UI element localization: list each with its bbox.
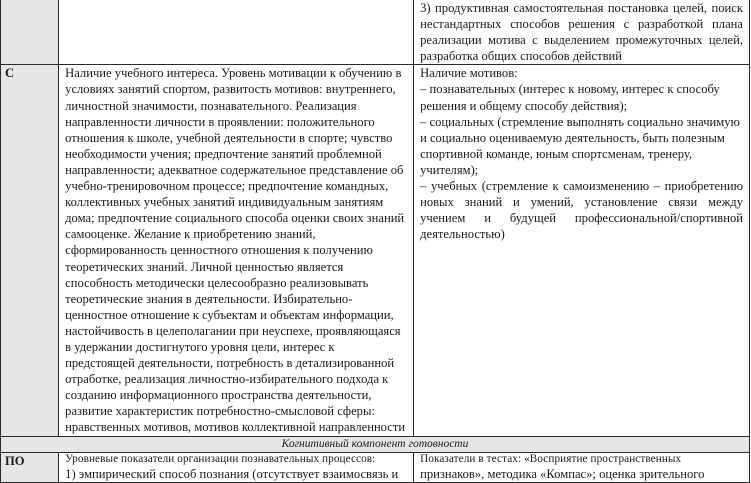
motives-heading: Наличие мотивов: bbox=[420, 66, 518, 81]
description-line: Уровневые показатели организации познавательных процессов: bbox=[65, 452, 376, 465]
table-row bbox=[1, 0, 750, 65]
description-line: 1) эмпирический способ познания (отсутствует взаимосвязь и bbox=[65, 467, 399, 482]
motive-item-social: – социальных (стремление выполнять социально значимую и социально оцениваемую деятельность, быть полезным спортивной команде, юным спортсменам, тренеру, учителям); bbox=[420, 114, 740, 177]
motive-item-cognitive: – познавательных (интерес к новому, интерес к способу решения и общему способу действия); bbox=[420, 82, 720, 113]
row-code-cell: ПО bbox=[1, 452, 59, 483]
row-code-cell: С bbox=[1, 65, 59, 436]
methods-line: признаков», методика «Компас»; оценка зрительного bbox=[420, 467, 705, 482]
indicator-methods-cell bbox=[414, 65, 750, 436]
section-title: Когнитивный компонент готовности bbox=[1, 436, 750, 452]
indicator-description-cell: Наличие учебного интереса. Уровень мотивации к обучению в условиях занятий спортом, развитость мотивов: внутреннего, личностной значимости, познавательного. Реализация направленности личности в проявлении: положительного отношения к школе, учебной деятельности в спорте; чувство необходимости учения; предпочтение занятий проблемной направленности; адекватное содержательное представление об учебно-тренировочном процессе; предпочтение командных, коллективных учебных занятий индивидуальным занятиям дома; предпочтение социального способа оценки своих знаний самооценке. Желание к приобретению знаний, сформированность ценностного отношения к получению теоретических знаний. Личной ценностью является способность методически целесообразно реализовывать теоретические знания в деятельности. Избирательно-ценностное отношение к субъектам и объектам информации, настойчивость в целеполагании при неуспехе, проявляющаяся в удержании достигнутого уровня цели, интерес к предстоящей деятельности, потребность в детализированной отработке, реализация личностно-избирательного подхода к созданию информационного пространства деятельности, развитие характеристик потребностно-смысловой сферы: нравственных мотивов, мотивов коллективной направленности bbox=[59, 65, 414, 436]
row-code-cell bbox=[1, 0, 59, 65]
methods-line: Показатели в тестах: «Восприятие пространственных bbox=[420, 452, 682, 465]
indicator-description-cell bbox=[59, 452, 414, 483]
indicator-methods-cell bbox=[414, 452, 750, 483]
table-row bbox=[1, 65, 750, 436]
motive-item-educational: – учебных (стремление к самоизменению – приобретению новых знаний и умений, установление связи между учением и будущей профессиональной/спортивной деятельностью) bbox=[420, 179, 743, 242]
indicator-methods-cell: 3) продуктивная самостоятельная постановка целей, поиск нестандартных способов решения с разработкой плана реализации мотива с выделением промежуточных целей, разработка общих способов действий bbox=[414, 0, 750, 65]
table-row bbox=[1, 452, 750, 483]
section-header-row bbox=[1, 436, 750, 452]
indicator-description-cell bbox=[59, 0, 414, 65]
